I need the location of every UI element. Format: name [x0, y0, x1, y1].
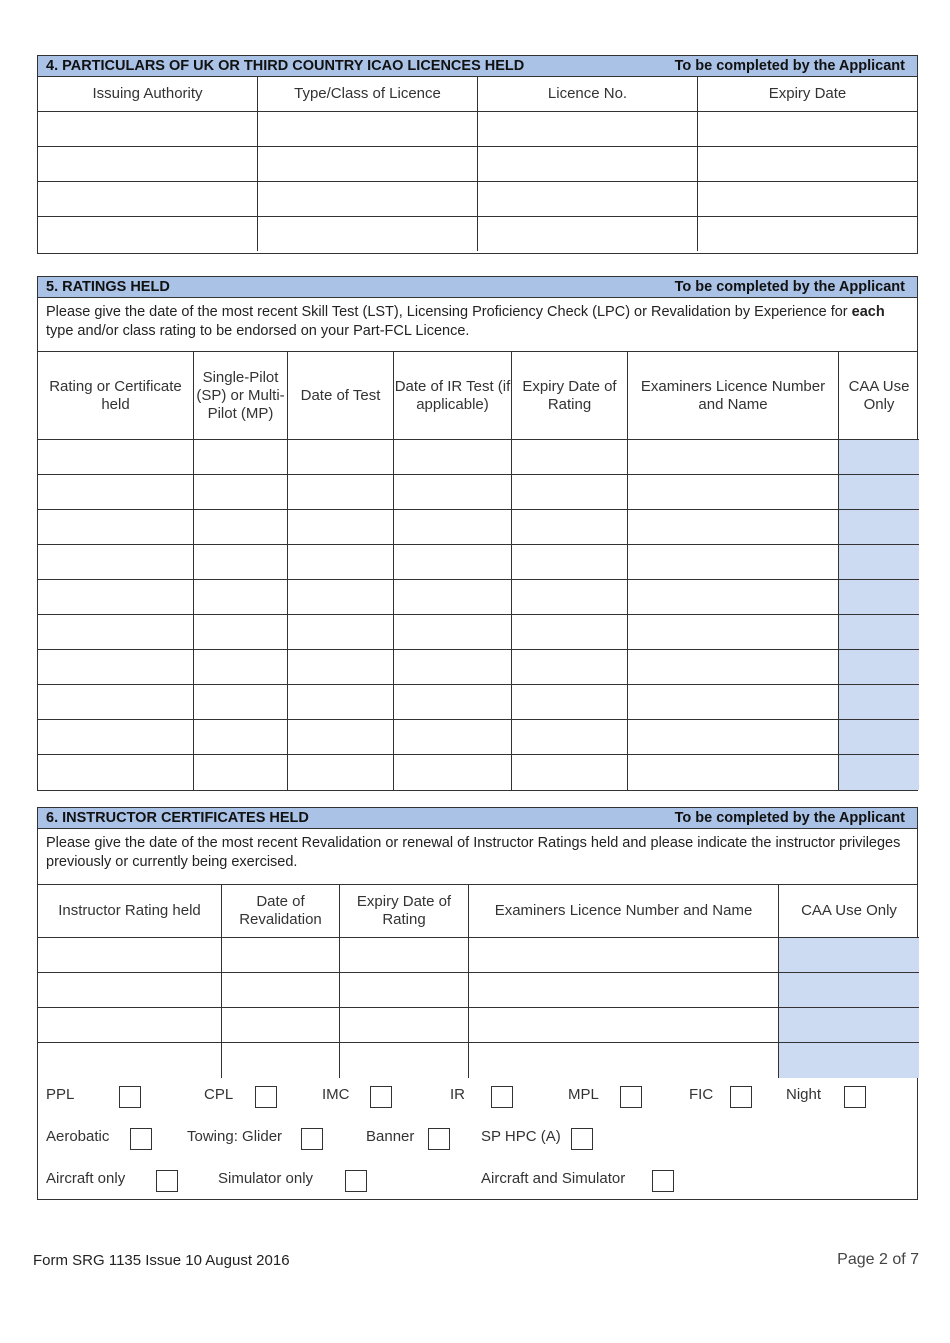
table-cell[interactable] — [628, 685, 839, 720]
table-cell[interactable] — [512, 440, 628, 475]
table-cell[interactable] — [340, 973, 469, 1008]
label-towing-glider: Towing: Glider — [187, 1128, 283, 1145]
licence-cell[interactable] — [478, 112, 698, 147]
section-4-licences — [37, 55, 918, 254]
caa-use-cell[interactable] — [839, 545, 919, 580]
label-night: Night — [786, 1086, 822, 1103]
table-cell[interactable] — [222, 1008, 340, 1043]
table-cell[interactable] — [38, 938, 222, 973]
table-cell[interactable] — [38, 973, 222, 1008]
licence-cell[interactable] — [698, 147, 917, 182]
licences-table — [38, 77, 917, 251]
table-cell[interactable] — [628, 720, 839, 755]
licence-cell[interactable] — [258, 112, 478, 147]
col-caa-use: CAA Use Only — [839, 352, 919, 440]
section-6-header — [38, 808, 917, 829]
licence-cell[interactable] — [478, 147, 698, 182]
table-cell[interactable] — [469, 938, 779, 973]
licence-cell[interactable] — [478, 182, 698, 217]
table-cell[interactable] — [38, 510, 194, 545]
licence-cell[interactable] — [258, 147, 478, 182]
table-cell[interactable] — [194, 685, 288, 720]
label-aircraft-and-simulator: Aircraft and Simulator — [481, 1170, 626, 1187]
table-cell[interactable] — [512, 650, 628, 685]
col-expiry-date: Expiry Date — [698, 77, 917, 112]
label-banner: Banner — [366, 1128, 415, 1145]
table-cell[interactable] — [194, 615, 288, 650]
licence-cell[interactable] — [698, 112, 917, 147]
licence-cell[interactable] — [698, 217, 917, 251]
table-cell[interactable] — [512, 720, 628, 755]
caa-use-cell[interactable] — [839, 755, 919, 790]
col-date-of-test: Date of Test — [288, 352, 394, 440]
instructor-table — [38, 885, 917, 1078]
instruction-text: Please give the date of the most recent Skill Test (LST), Licensing Proficiency Check (LPC) or Revalidation by Experience for — [46, 304, 852, 320]
table-cell[interactable] — [394, 510, 512, 545]
label-aerobatic: Aerobatic — [46, 1128, 110, 1145]
table-cell[interactable] — [628, 475, 839, 510]
table-cell[interactable] — [394, 545, 512, 580]
table-cell[interactable] — [194, 475, 288, 510]
table-cell[interactable] — [628, 755, 839, 790]
checkbox-imc[interactable] — [370, 1086, 392, 1108]
checkbox-sp-hpc[interactable] — [571, 1128, 593, 1150]
table-cell[interactable] — [469, 1043, 779, 1078]
checkbox-aircraft-only[interactable] — [156, 1170, 178, 1192]
licence-cell[interactable] — [698, 182, 917, 217]
caa-use-cell[interactable] — [839, 650, 919, 685]
checkbox-banner[interactable] — [428, 1128, 450, 1150]
table-cell[interactable] — [194, 440, 288, 475]
table-cell[interactable] — [469, 1008, 779, 1043]
checkbox-night[interactable] — [844, 1086, 866, 1108]
section-5-header — [38, 277, 917, 298]
table-cell[interactable] — [469, 973, 779, 1008]
table-cell[interactable] — [38, 1008, 222, 1043]
table-cell[interactable] — [38, 755, 194, 790]
label-simulator-only: Simulator only — [218, 1170, 314, 1187]
caa-use-cell[interactable] — [839, 580, 919, 615]
table-cell[interactable] — [194, 755, 288, 790]
section-5-note: To be completed by the Applicant — [674, 279, 905, 295]
table-cell[interactable] — [38, 720, 194, 755]
table-cell[interactable] — [38, 650, 194, 685]
table-cell[interactable] — [38, 440, 194, 475]
table-cell[interactable] — [340, 938, 469, 973]
table-cell[interactable] — [194, 510, 288, 545]
table-cell[interactable] — [512, 755, 628, 790]
table-cell[interactable] — [288, 440, 394, 475]
table-cell[interactable] — [512, 545, 628, 580]
col-examiner: Examiners Licence Number and Name — [469, 885, 779, 938]
table-cell[interactable] — [394, 475, 512, 510]
table-cell[interactable] — [628, 650, 839, 685]
licence-cell[interactable] — [38, 112, 258, 147]
table-cell[interactable] — [628, 510, 839, 545]
caa-use-cell[interactable] — [779, 938, 919, 973]
col-instructor-rating: Instructor Rating held — [38, 885, 222, 938]
col-date-revalidation: Date of Revalidation — [222, 885, 340, 938]
caa-use-cell[interactable] — [839, 685, 919, 720]
licence-cell[interactable] — [38, 147, 258, 182]
col-expiry-rating: Expiry Date of Rating — [512, 352, 628, 440]
table-cell[interactable] — [288, 615, 394, 650]
table-cell[interactable] — [222, 938, 340, 973]
licence-cell[interactable] — [478, 217, 698, 251]
table-cell[interactable] — [38, 1043, 222, 1078]
table-cell[interactable] — [628, 615, 839, 650]
licence-cell[interactable] — [258, 217, 478, 251]
table-cell[interactable] — [628, 580, 839, 615]
table-cell[interactable] — [394, 720, 512, 755]
checkbox-simulator-only[interactable] — [345, 1170, 367, 1192]
table-cell[interactable] — [288, 720, 394, 755]
label-imc: IMC — [322, 1086, 350, 1103]
checkbox-aircraft-and-simulator[interactable] — [652, 1170, 674, 1192]
section-5-instruction — [38, 298, 917, 352]
section-4-title: 4. PARTICULARS OF UK OR THIRD COUNTRY ICAO LICENCES HELD — [46, 58, 525, 74]
table-cell[interactable] — [394, 650, 512, 685]
label-mpl: MPL — [568, 1086, 599, 1103]
table-cell[interactable] — [340, 1008, 469, 1043]
section-6-title: 6. INSTRUCTOR CERTIFICATES HELD — [46, 810, 309, 826]
label-sp-hpc: SP HPC (A) — [481, 1128, 561, 1145]
caa-use-cell[interactable] — [839, 720, 919, 755]
checkbox-cpl[interactable] — [255, 1086, 277, 1108]
col-examiner: Examiners Licence Number and Name — [628, 352, 839, 440]
table-cell[interactable] — [288, 545, 394, 580]
table-cell[interactable] — [288, 510, 394, 545]
table-cell[interactable] — [512, 510, 628, 545]
page-number: Page 2 of 7 — [837, 1251, 919, 1268]
table-cell[interactable] — [194, 545, 288, 580]
licence-cell[interactable] — [258, 182, 478, 217]
caa-use-cell[interactable] — [839, 615, 919, 650]
table-cell[interactable] — [288, 755, 394, 790]
caa-use-cell[interactable] — [839, 440, 919, 475]
table-cell[interactable] — [38, 545, 194, 580]
instruction-bold: each — [851, 304, 885, 320]
section-4-header — [38, 56, 917, 77]
caa-use-cell[interactable] — [839, 475, 919, 510]
table-cell[interactable] — [628, 545, 839, 580]
label-aircraft-only: Aircraft only — [46, 1170, 126, 1187]
section-6-instruction: Please give the date of the most recent Revalidation or renewal of Instructor Ratings held and please indicate the instructor privileges previously or currently being exercised. — [38, 829, 917, 885]
section-5-title: 5. RATINGS HELD — [46, 279, 170, 295]
table-cell[interactable] — [512, 615, 628, 650]
checkbox-ppl[interactable] — [119, 1086, 141, 1108]
col-caa-use: CAA Use Only — [779, 885, 919, 938]
table-cell[interactable] — [288, 580, 394, 615]
privileges-checkboxes — [38, 1076, 917, 1200]
ratings-table — [38, 352, 917, 790]
table-cell[interactable] — [194, 650, 288, 685]
section-5-ratings — [37, 276, 918, 791]
caa-use-cell[interactable] — [839, 510, 919, 545]
label-ir: IR — [450, 1086, 465, 1103]
table-cell[interactable] — [394, 685, 512, 720]
table-cell[interactable] — [222, 973, 340, 1008]
table-cell[interactable] — [288, 650, 394, 685]
table-cell[interactable] — [628, 440, 839, 475]
table-cell[interactable] — [38, 615, 194, 650]
instruction-text-end: type and/or class rating to be endorsed on your Part-FCL Licence. — [46, 323, 470, 339]
table-cell[interactable] — [394, 755, 512, 790]
table-cell[interactable] — [38, 475, 194, 510]
table-cell[interactable] — [288, 685, 394, 720]
table-cell[interactable] — [194, 580, 288, 615]
table-cell[interactable] — [194, 720, 288, 755]
table-cell[interactable] — [512, 580, 628, 615]
table-cell[interactable] — [38, 685, 194, 720]
col-type-class: Type/Class of Licence — [258, 77, 478, 112]
caa-use-cell[interactable] — [779, 1008, 919, 1043]
checkbox-fic[interactable] — [730, 1086, 752, 1108]
label-ppl: PPL — [46, 1086, 75, 1103]
caa-use-cell[interactable] — [779, 1043, 919, 1078]
col-issuing-authority: Issuing Authority — [38, 77, 258, 112]
table-cell[interactable] — [340, 1043, 469, 1078]
table-cell[interactable] — [394, 580, 512, 615]
label-cpl: CPL — [204, 1086, 234, 1103]
form-reference: Form SRG 1135 Issue 10 August 2016 — [33, 1252, 290, 1269]
table-cell[interactable] — [222, 1043, 340, 1078]
table-cell[interactable] — [394, 615, 512, 650]
section-6-note: To be completed by the Applicant — [674, 810, 905, 826]
table-cell[interactable] — [512, 475, 628, 510]
checkbox-aerobatic[interactable] — [130, 1128, 152, 1150]
checkbox-ir[interactable] — [491, 1086, 513, 1108]
table-cell[interactable] — [394, 440, 512, 475]
col-date-ir-test: Date of IR Test (if applicable) — [394, 352, 512, 440]
section-6-instructor — [37, 807, 918, 1200]
table-cell[interactable] — [512, 685, 628, 720]
table-cell[interactable] — [38, 580, 194, 615]
col-expiry-rating: Expiry Date of Rating — [340, 885, 469, 938]
col-sp-mp: Single-Pilot (SP) or Multi-Pilot (MP) — [194, 352, 288, 440]
caa-use-cell[interactable] — [779, 973, 919, 1008]
col-licence-no: Licence No. — [478, 77, 698, 112]
col-rating-held: Rating or Certificate held — [38, 352, 194, 440]
checkbox-mpl[interactable] — [620, 1086, 642, 1108]
section-4-note: To be completed by the Applicant — [674, 58, 905, 74]
licence-cell[interactable] — [38, 217, 258, 251]
licence-cell[interactable] — [38, 182, 258, 217]
label-fic: FIC — [689, 1086, 714, 1103]
checkbox-towing-glider[interactable] — [301, 1128, 323, 1150]
table-cell[interactable] — [288, 475, 394, 510]
